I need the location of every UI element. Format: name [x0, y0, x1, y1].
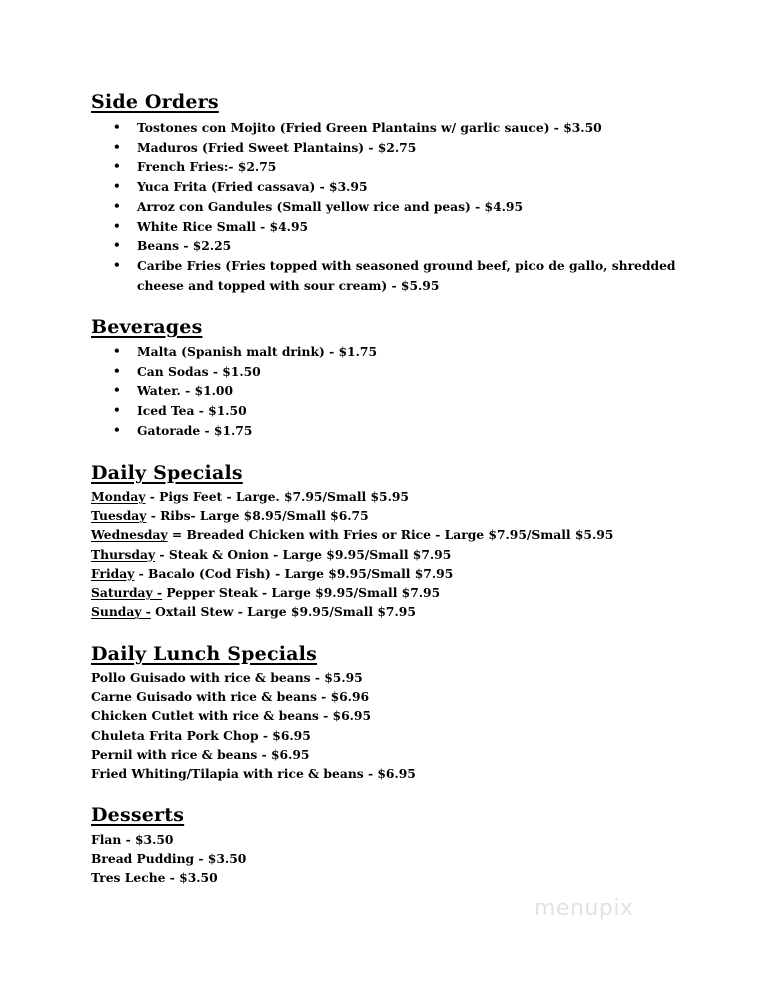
list-item: Sunday - Oxtail Stew - Large $9.95/Small $7.95	[91, 604, 416, 620]
list-item: • Arroz con Gandules (Small yellow rice and peas) - $4.95	[0, 197, 700, 217]
list-item: Monday - Pigs Feet - Large. $7.95/Small $5.95	[91, 489, 409, 504]
bullet-icon: •	[113, 422, 121, 437]
daily-specials-heading: Daily Specials	[91, 462, 243, 484]
list-item: Tuesday - Ribs- Large $8.95/Small $6.75	[91, 508, 369, 524]
bullet-icon: •	[113, 218, 121, 233]
list-item: • Tostones con Mojito (Fried Green Plantains w/ garlic sauce) - $3.50	[0, 118, 700, 138]
list-item: Friday - Bacalo (Cod Fish) - Large $9.95/Small $7.95	[91, 565, 454, 581]
bullet-icon: •	[113, 198, 121, 213]
list-item: • Can Sodas - $1.50	[0, 362, 700, 382]
lunch-specials-list	[91, 668, 416, 783]
bullet-icon: •	[113, 159, 121, 174]
bullet-icon: •	[113, 383, 121, 398]
list-item: Wednesday = Breaded Chicken with Fries or Rice - Large $7.95/Small $5.95	[91, 527, 614, 543]
bullet-icon: •	[113, 344, 121, 358]
desserts-list	[91, 830, 246, 888]
menupix-watermark: menupix	[534, 896, 634, 921]
daily-lunch-specials-heading: Daily Lunch Specials	[91, 643, 317, 665]
list-item: Pollo Guisado with rice & beans - $5.95	[91, 670, 363, 685]
bullet-icon: •	[113, 120, 121, 134]
list-item: Carne Guisado with rice & beans - $6.96	[91, 689, 370, 705]
list-item: • Maduros (Fried Sweet Plantains) - $2.75	[0, 138, 700, 158]
list-item: • Gatorade - $1.75	[0, 421, 700, 441]
list-item: • Malta (Spanish malt drink) - $1.75	[0, 342, 700, 362]
bullet-icon: •	[113, 403, 121, 418]
bullet-icon: •	[113, 139, 121, 154]
list-item: • Beans - $2.25	[0, 236, 700, 256]
list-item: • Iced Tea - $1.50	[0, 401, 700, 421]
side-orders-list	[0, 118, 700, 295]
day-label: Wednesday	[91, 527, 168, 543]
list-item: • Water. - $1.00	[0, 381, 700, 401]
day-label: Sunday -	[91, 604, 151, 620]
beverages-list	[0, 342, 700, 441]
list-item: Tres Leche - $3.50	[91, 870, 218, 886]
list-item: • White Rice Small - $4.95	[0, 217, 700, 237]
day-label: Saturday -	[91, 585, 163, 601]
list-item: • French Fries:- $2.75	[0, 157, 700, 177]
side-orders-heading: Side Orders	[91, 91, 219, 113]
day-label: Monday	[91, 489, 146, 504]
list-item: Bread Pudding - $3.50	[91, 851, 247, 867]
list-item: Thursday - Steak & Onion - Large $9.95/Small $7.95	[91, 546, 452, 562]
list-item: Flan - $3.50	[91, 832, 174, 847]
list-item: Chuleta Frita Pork Chop - $6.95	[91, 727, 311, 743]
bullet-icon: •	[113, 179, 121, 194]
list-item: Fried Whiting/Tilapia with rice & beans - $6.95	[91, 766, 416, 782]
desserts-heading: Desserts	[91, 804, 185, 826]
list-item: Chicken Cutlet with rice & beans - $6.95	[91, 708, 372, 724]
list-item: • Yuca Frita (Fried cassava) - $3.95	[0, 177, 700, 197]
list-item: • Caribe Fries (Fries topped with seasoned ground beef, pico de gallo, shredded cheese and topped with sour cream) - $5.95	[113, 257, 676, 293]
beverages-heading: Beverages	[91, 316, 203, 338]
bullet-icon: •	[113, 363, 121, 378]
daily-specials-list	[91, 487, 613, 621]
day-label: Thursday	[91, 546, 156, 562]
list-item: Pernil with rice & beans - $6.95	[91, 746, 310, 762]
day-label: Tuesday	[91, 508, 147, 524]
bullet-icon: •	[113, 257, 121, 272]
bullet-icon: •	[113, 238, 121, 253]
day-label: Friday	[91, 565, 135, 581]
list-item: Saturday - Pepper Steak - Large $9.95/Small $7.95	[91, 585, 441, 601]
